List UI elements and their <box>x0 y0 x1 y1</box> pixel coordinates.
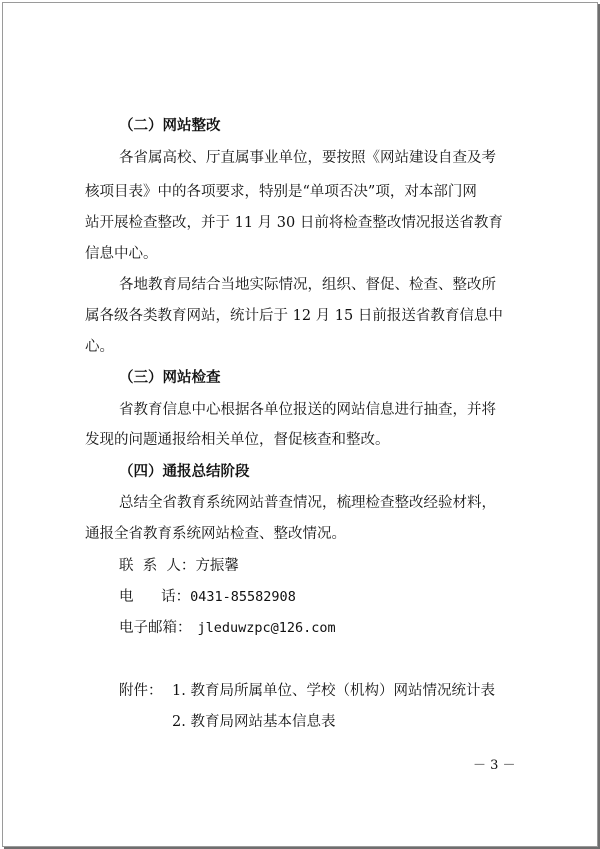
paragraph-line: 心。 <box>85 339 114 355</box>
attachments-label: 附件： <box>119 683 163 699</box>
paragraph-line: 核项目表》中的各项要求，特别是“单项否决”项，对本部门网 <box>85 184 477 200</box>
paragraph-line: 站开展检查整改，并于 11 月 30 日前将检查整改情况报送省教育 <box>85 215 503 231</box>
contact-email-label: 电子邮箱： <box>119 620 192 636</box>
attachment-item: 1. 教育局所属单位、学校（机构）网站情况统计表 <box>172 683 495 699</box>
paragraph-line: 总结全省教育系统网站普查情况，梳理检查整改经验材料， <box>119 495 496 511</box>
contact-person <box>119 559 239 574</box>
paragraph-line: 通报全省教育系统网站检查、整改情况。 <box>85 526 346 542</box>
section-heading-website-inspection: （三）网站检查 <box>119 369 221 386</box>
contact-phone-label: 电 话： <box>119 589 191 605</box>
contact-phone <box>119 590 296 605</box>
paragraph-line: 信息中心。 <box>85 246 158 262</box>
contact-email-value: jleduwzpc@126.com <box>197 620 336 636</box>
paragraph-line: 各地教育局结合当地实际情况，组织、督促、检查、整改所 <box>119 277 496 293</box>
page-number: － 3 － <box>473 758 516 773</box>
paragraph-line: 发现的问题通报给相关单位，督促核查和整改。 <box>85 432 390 448</box>
paragraph-line: 省教育信息中心根据各单位报送的网站信息进行抽查，并将 <box>119 402 496 418</box>
contact-email <box>119 621 336 636</box>
paragraph-line: 各省属高校、厅直属事业单位，要按照《网站建设自查及考 <box>119 150 496 166</box>
section-heading-report-summary: （四）通报总结阶段 <box>119 463 250 480</box>
contact-person-value: 方振馨 <box>195 558 239 574</box>
section-heading-website-rectification: （二）网站整改 <box>119 117 221 134</box>
contact-person-label: 联 系 人： <box>119 558 196 574</box>
contact-phone-value: 0431-85582908 <box>190 589 296 605</box>
paragraph-line: 属各级各类教育网站，统计后于 12 月 15 日前报送省教育信息中 <box>85 308 503 324</box>
attachment-item: 2. 教育局网站基本信息表 <box>172 714 336 730</box>
document-page <box>2 2 598 847</box>
